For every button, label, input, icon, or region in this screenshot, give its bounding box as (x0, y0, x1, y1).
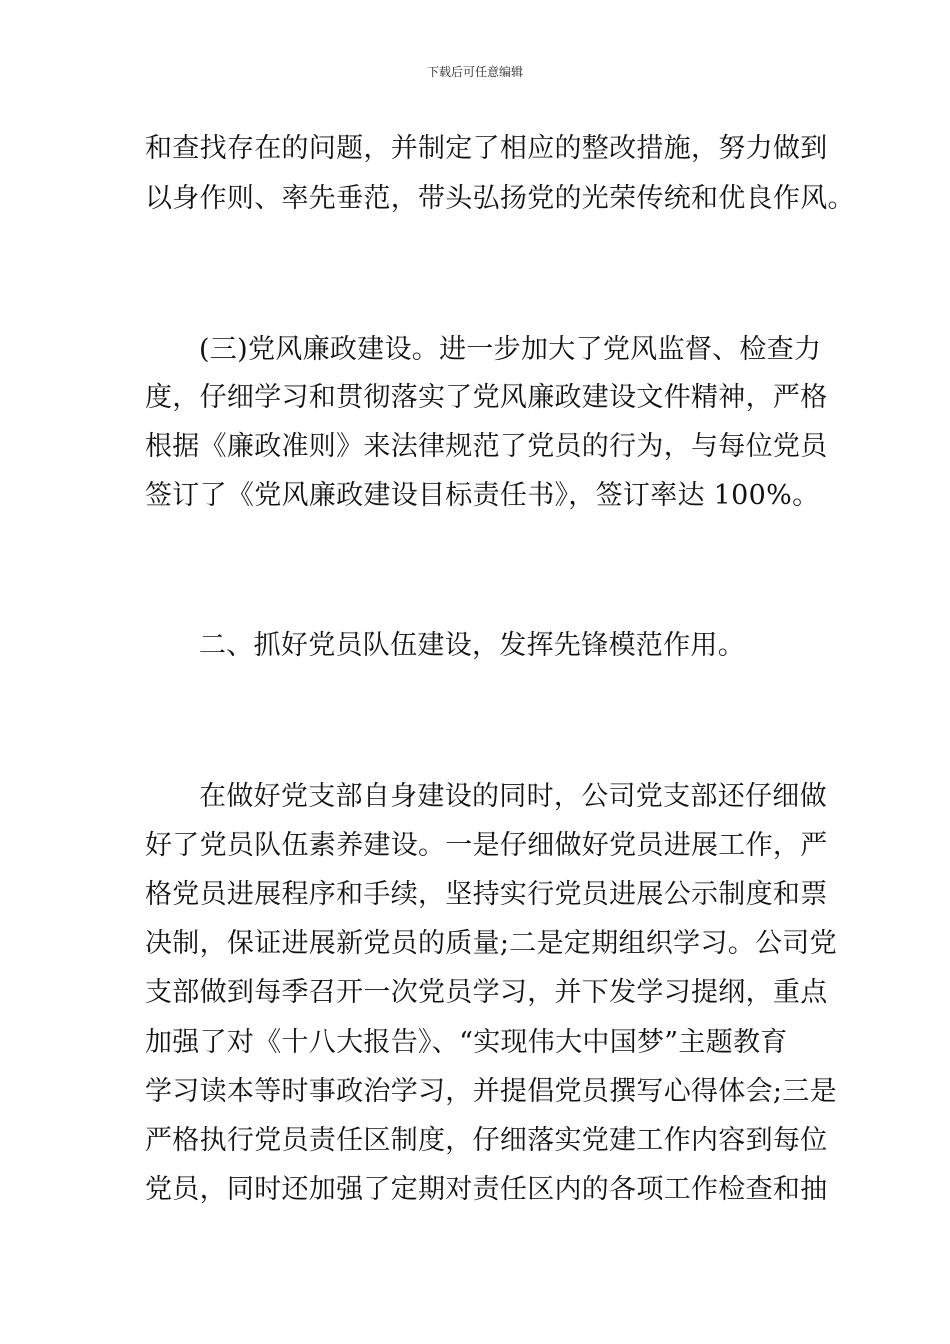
paragraph-line: 格党员进展程序和手续，坚持实行党员进展公示制度和票 (145, 879, 828, 910)
paragraph-line: 度，仔细学习和贯彻落实了党风廉政建设文件精神，严格 (145, 382, 828, 413)
paragraph-line: 以身作则、率先垂范，带头弘扬党的光荣传统和优良作风。 (145, 183, 855, 214)
paragraph-line: 学习读本等时事政治学习，并提倡党员撰写心得体会;三是 (145, 1076, 837, 1107)
paragraph-line: (三)党风廉政建设。进一步加大了党风监督、检查力 (199, 334, 822, 365)
section-heading-text: 二、抓好党员队伍建设，发挥先锋模范作用。 (199, 630, 745, 661)
page-header: 下载后可任意编辑 (426, 65, 523, 79)
paragraph-line: 支部做到每季召开一次党员学习，并下发学习提纲，重点 (145, 977, 828, 1008)
paragraph-line: 好了党员队伍素养建设。一是仔细做好党员进展工作，严 (145, 830, 828, 861)
paragraph-line: 严格执行党员责任区制度，仔细落实党建工作内容到每位 (145, 1125, 828, 1156)
paragraph-line: 根据《廉政准则》来法律规范了党员的行为，与每位党员 (145, 431, 828, 462)
paragraph-line: 党员，同时还加强了定期对责任区内的各项工作检查和抽 (145, 1174, 828, 1205)
paragraph-line: 签订了《党风廉政建设目标责任书》，签订率达 100%。 (145, 480, 820, 511)
paragraph-line: 加强了对《十八大报告》、“实现伟大中国梦”主题教育 (145, 1027, 788, 1058)
paragraph-line: 在做好党支部自身建设的同时，公司党支部还仔细做 (199, 781, 827, 812)
paragraph-line: 决制，保证进展新党员的质量;二是定期组织学习。公司党 (145, 928, 837, 959)
paragraph-line: 和查找存在的问题，并制定了相应的整改措施，努力做到 (145, 133, 828, 164)
